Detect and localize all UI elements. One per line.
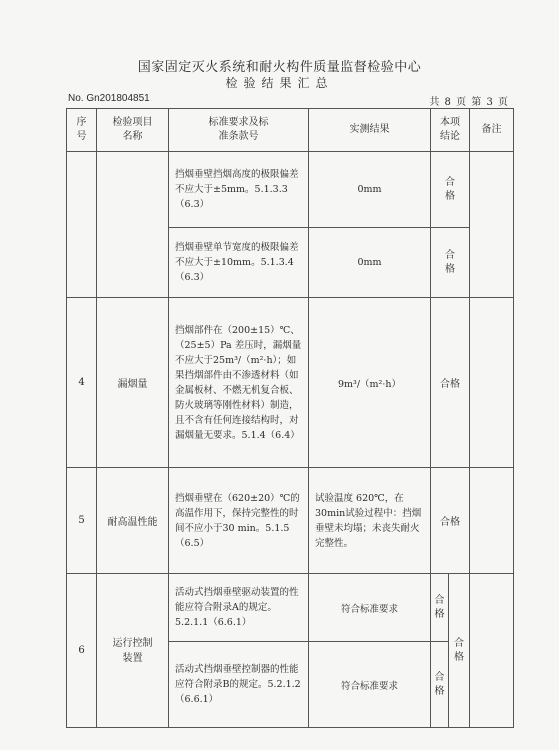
standard-cell: 挡烟垂壁挡烟高度的极限偏差不应大于±5mm。5.1.3.3（6.3） <box>169 152 309 228</box>
standard-cell: 挡烟部件在（200±15）℃、（25±5）Pa 差压时，漏烟量不应大于25m³/（m²·h）；如果挡烟部件由不渗透材料（如金属板材、不燃无机复合板、防火玻璃等刚性材料）制造，且不含有任何连接结构时，对漏烟量无要求。5.1.4（6.4） <box>169 298 309 468</box>
result-cell: 符合标准要求 <box>309 574 431 642</box>
remark-cell <box>470 298 514 468</box>
document-number: No. Gn201804851 <box>68 93 150 104</box>
result-cell: 0mm <box>309 228 431 298</box>
header-result: 实测结果 <box>309 109 431 152</box>
sub-conclusion-cell: 合格 <box>431 228 470 298</box>
conclusion-cell: 合格 <box>431 298 470 468</box>
standard-cell: 活动式挡烟垂壁驱动装置的性能应符合附录A的规定。5.2.1.1（6.6.1） <box>169 574 309 642</box>
results-table <box>66 108 514 728</box>
item-cell: 漏烟量 <box>97 298 169 468</box>
remark-cell <box>470 574 514 728</box>
sub-conclusion-cell: 合格 <box>431 574 449 642</box>
page-info: 共 8 页 第 3 页 <box>429 97 509 108</box>
table-header-row <box>67 109 514 152</box>
table-row <box>67 298 514 468</box>
remark-cell <box>470 152 514 298</box>
item-cell: 耐高温性能 <box>97 468 169 574</box>
seq-cell: 4 <box>67 298 97 468</box>
sub-conclusion-cell: 合格 <box>431 152 470 228</box>
header-conclusion: 本项结论 <box>431 109 470 152</box>
table-row <box>67 574 514 642</box>
result-cell: 9m³/（m²·h） <box>309 298 431 468</box>
item-cell: 运行控制装置 <box>97 574 169 728</box>
header-standard: 标准要求及标准条款号 <box>169 109 309 152</box>
standard-cell: 活动式挡烟垂壁控制器的性能应符合附录B的规定。5.2.1.2（6.6.1） <box>169 642 309 728</box>
header-item: 检验项目名称 <box>97 109 169 152</box>
standard-cell: 挡烟垂壁在（620±20）℃的高温作用下，保持完整性的时间不应小于30 min。5.1.5（6.5） <box>169 468 309 574</box>
table-row <box>67 468 514 574</box>
conclusion-cell: 合格 <box>449 574 470 728</box>
report-title: 国家固定灭火系统和耐火构件质量监督检验中心 <box>137 60 422 75</box>
seq-cell <box>67 152 97 298</box>
header-seq: 序号 <box>67 109 97 152</box>
result-cell: 0mm <box>309 152 431 228</box>
remark-cell <box>470 468 514 574</box>
header-remark: 备注 <box>470 109 514 152</box>
standard-cell: 挡烟垂壁单节宽度的极限偏差不应大于±10mm。5.1.3.4（6.3） <box>169 228 309 298</box>
item-cell <box>97 152 169 298</box>
seq-cell: 5 <box>67 468 97 574</box>
table-row <box>67 152 514 228</box>
report-subtitle: 检验结果汇总 <box>225 76 334 90</box>
seq-cell: 6 <box>67 574 97 728</box>
result-cell: 符合标准要求 <box>309 642 431 728</box>
sub-conclusion-cell: 合格 <box>431 642 449 728</box>
result-cell: 试验温度 620℃，在30min试验过程中：挡烟垂壁未均塌；未丧失耐火完整性。 <box>309 468 431 574</box>
conclusion-cell: 合格 <box>431 468 470 574</box>
